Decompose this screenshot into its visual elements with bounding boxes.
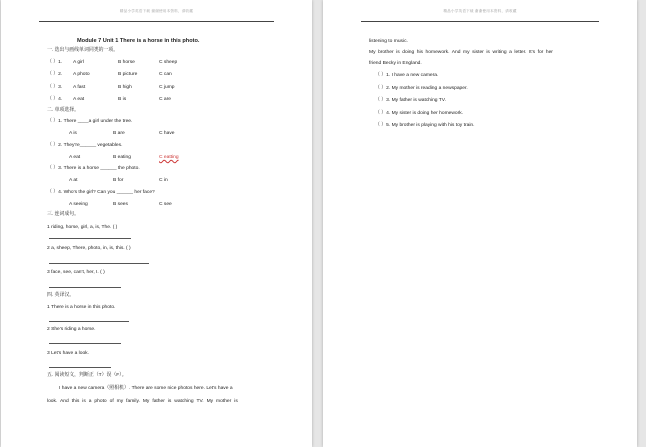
s3-answer-line-2 [49,263,149,264]
q1-1-option-b: B horse [118,60,135,65]
q2-2-option-c-text: C eatting [159,155,179,160]
q1-1-option-c: C sheep [159,60,178,65]
section-2-heading: 二. 单项选择。 [47,108,80,113]
section-5-heading: 五. 阅读短文，判断正（T）误（F）。 [47,373,127,378]
q2-4-stem: （ ）4. Who's the girl? Can you ______ her face? [47,190,155,195]
q2-4-option-c: C see [159,202,172,207]
q1-2-option-a: A photo [73,72,90,77]
s4-answer-line-3 [49,367,111,368]
q1-3-option-a: A fast [73,85,86,90]
q2-1-option-b: B are [113,131,125,136]
s3-answer-line-3 [49,287,121,288]
s4-item-1: 1 There is a horse in this photo. [47,305,116,310]
tf-item-2: （ ）2. My mother is reading a newspaper. [375,86,468,91]
passage-line-1: I have a new camera（照相机）. There are some nice photos here. Let's have a [59,386,233,391]
passage-line-2: look. And this is a photo of my family. My father is watching TV. My mother is [47,399,238,404]
q1-4-option-a: A eat [73,97,85,102]
passage-line-4: My brother is doing his homework. And my sister is writing a letter. It's for her [369,50,553,55]
q1-4-option-b: B is [118,97,127,102]
q1-2-option-b: B picture [118,72,138,77]
q2-4-option-b: B sees [113,202,128,207]
q2-3-option-b: B for [113,178,124,183]
s4-answer-line-1 [49,321,129,322]
page-title: Module 7 Unit 1 There is a horse in this photo. [77,38,200,44]
q1-3-option-b: B high [118,85,132,90]
tf-item-4: （ ）4. My sister is doing her homework. [375,111,464,116]
q2-4-option-a: A seeing [69,202,88,207]
q2-2-option-b: B eating [113,155,131,160]
s4-item-2: 2 She's riding a horse. [47,327,96,332]
q2-3-option-a: A at [69,178,78,183]
q2-2-option-c [159,155,179,161]
s4-answer-line-2 [49,343,121,344]
q2-2-stem: （ ）2. They're______ vegetables. [47,143,123,148]
s3-item-1: 1 riding, horse, girl, a, is, The. ( ) [47,225,118,230]
q1-1-number: （ ）1. [47,60,63,65]
tf-item-1: （ ）1. I have a new camera. [375,73,439,78]
header-divider [39,21,274,22]
section-3-heading: 三. 连词成句。 [47,212,80,217]
section-4-heading: 四. 英译汉。 [47,293,75,298]
q2-2-option-a: A eat [69,155,81,160]
passage-line-3: listening to music. [369,39,408,44]
q2-1-stem: （ ）1. There ____a girl under the tree. [47,119,133,124]
passage-line-5: friend Becky in England. [369,61,422,66]
q1-2-option-c: C can [159,72,172,77]
q1-4-option-c: C are [159,97,171,102]
q2-1-option-c: C have [159,131,175,136]
s3-item-3: 3 face, see, can't, her, I. ( ) [47,270,105,275]
q1-3-option-c: C jump [159,85,175,90]
tf-item-5: （ ）5. My brother is playing with his toy train. [375,123,475,128]
s3-item-2: 2 a, sheep, There, photo, in, is, this. ( ) [47,246,131,251]
q1-1-option-a: A girl [73,60,84,65]
header-divider [361,21,599,22]
q2-3-stem: （ ）3. There is a horse ______ the photo. [47,166,140,171]
q2-3-option-c: C in [159,178,168,183]
s4-item-3: 3 Let's have a look. [47,351,89,356]
page-header: 精品小学英语下载 谢谢使用本资料，请收藏 [443,9,517,13]
tf-item-3: （ ）3. My father is watching TV. [375,98,446,103]
document-page-left [1,0,312,447]
section-1-heading: 一. 选出与画线单词同类的一项。 [47,48,119,53]
q2-1-option-a: A is [69,131,77,136]
page-header: 精品小学英语下载 谢谢使用本资料，请收藏 [119,9,194,13]
q1-4-number: （ ）4. [47,97,63,102]
document-page-right [323,0,637,447]
s3-answer-line-1 [49,238,131,239]
q1-2-number: （ ）2. [47,72,63,77]
q1-3-number: （ ）3. [47,85,63,90]
